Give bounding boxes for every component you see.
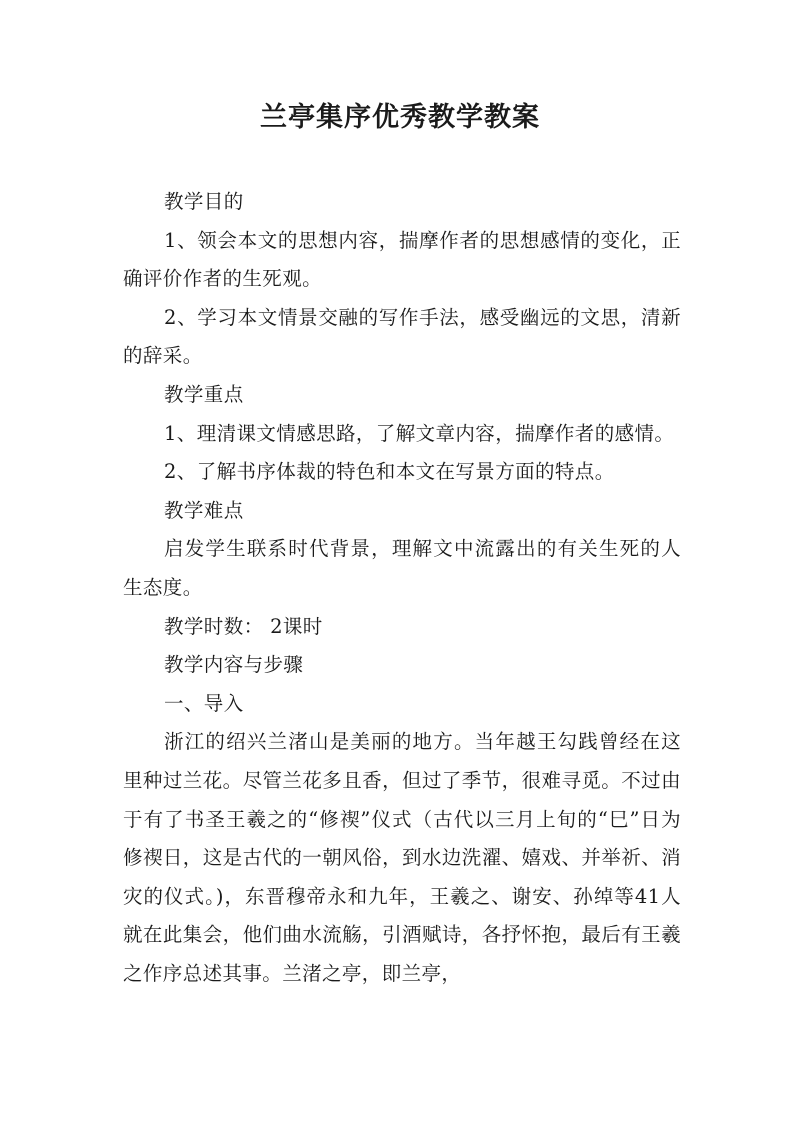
introduction-paragraph: 浙江的绍兴兰渚山是美丽的地方。当年越王勾践曾经在这里种过兰花。尽管兰花多且香，但过了季节，很难寻觅。不过由于有了书圣王羲之的“修禊”仪式（古代以三月上旬的“巳”日为修禊日，这是古代的一朝风俗，到水边洗濯、嬉戏、并举祈、消灾的仪式。)，东晋穆帝永和九年，王羲之、谢安、孙绰等41人就在此集会，他们曲水流觞，引酒赋诗，各抒怀抱，最后有王羲之作序总述其事。兰渚之亭，即兰亭， [123, 730, 681, 985]
document-title: 兰亭集序优秀教学教案 [260, 102, 540, 133]
objective-item-2: 2、学习本文情景交融的写作手法，感受幽远的文思，清新的辞采。 [123, 305, 681, 368]
section-heading-content-steps: 教学内容与步骤 [164, 653, 304, 677]
section-heading-objectives: 教学目的 [164, 190, 244, 213]
key-point-item-1: 1、理清课文情感思路，了解文章内容，揣摩作者的感情。 [164, 421, 675, 445]
section-heading-difficulties: 教学难点 [164, 498, 244, 522]
key-point-item-2: 2、了解书序体裁的特色和本文在写景方面的特点。 [164, 460, 615, 484]
teaching-hours: 教学时数： 2课时 [164, 614, 323, 638]
section-heading-key-points: 教学重点 [164, 382, 244, 406]
objective-item-1: 1、领会本文的思想内容，揣摩作者的思想感情的变化，正确评价作者的生死观。 [123, 228, 681, 291]
difficulty-item: 启发学生联系时代背景，理解文中流露出的有关生死的人生态度。 [123, 537, 681, 599]
document-body [123, 183, 681, 993]
step-heading-introduction: 一、导入 [164, 691, 244, 715]
